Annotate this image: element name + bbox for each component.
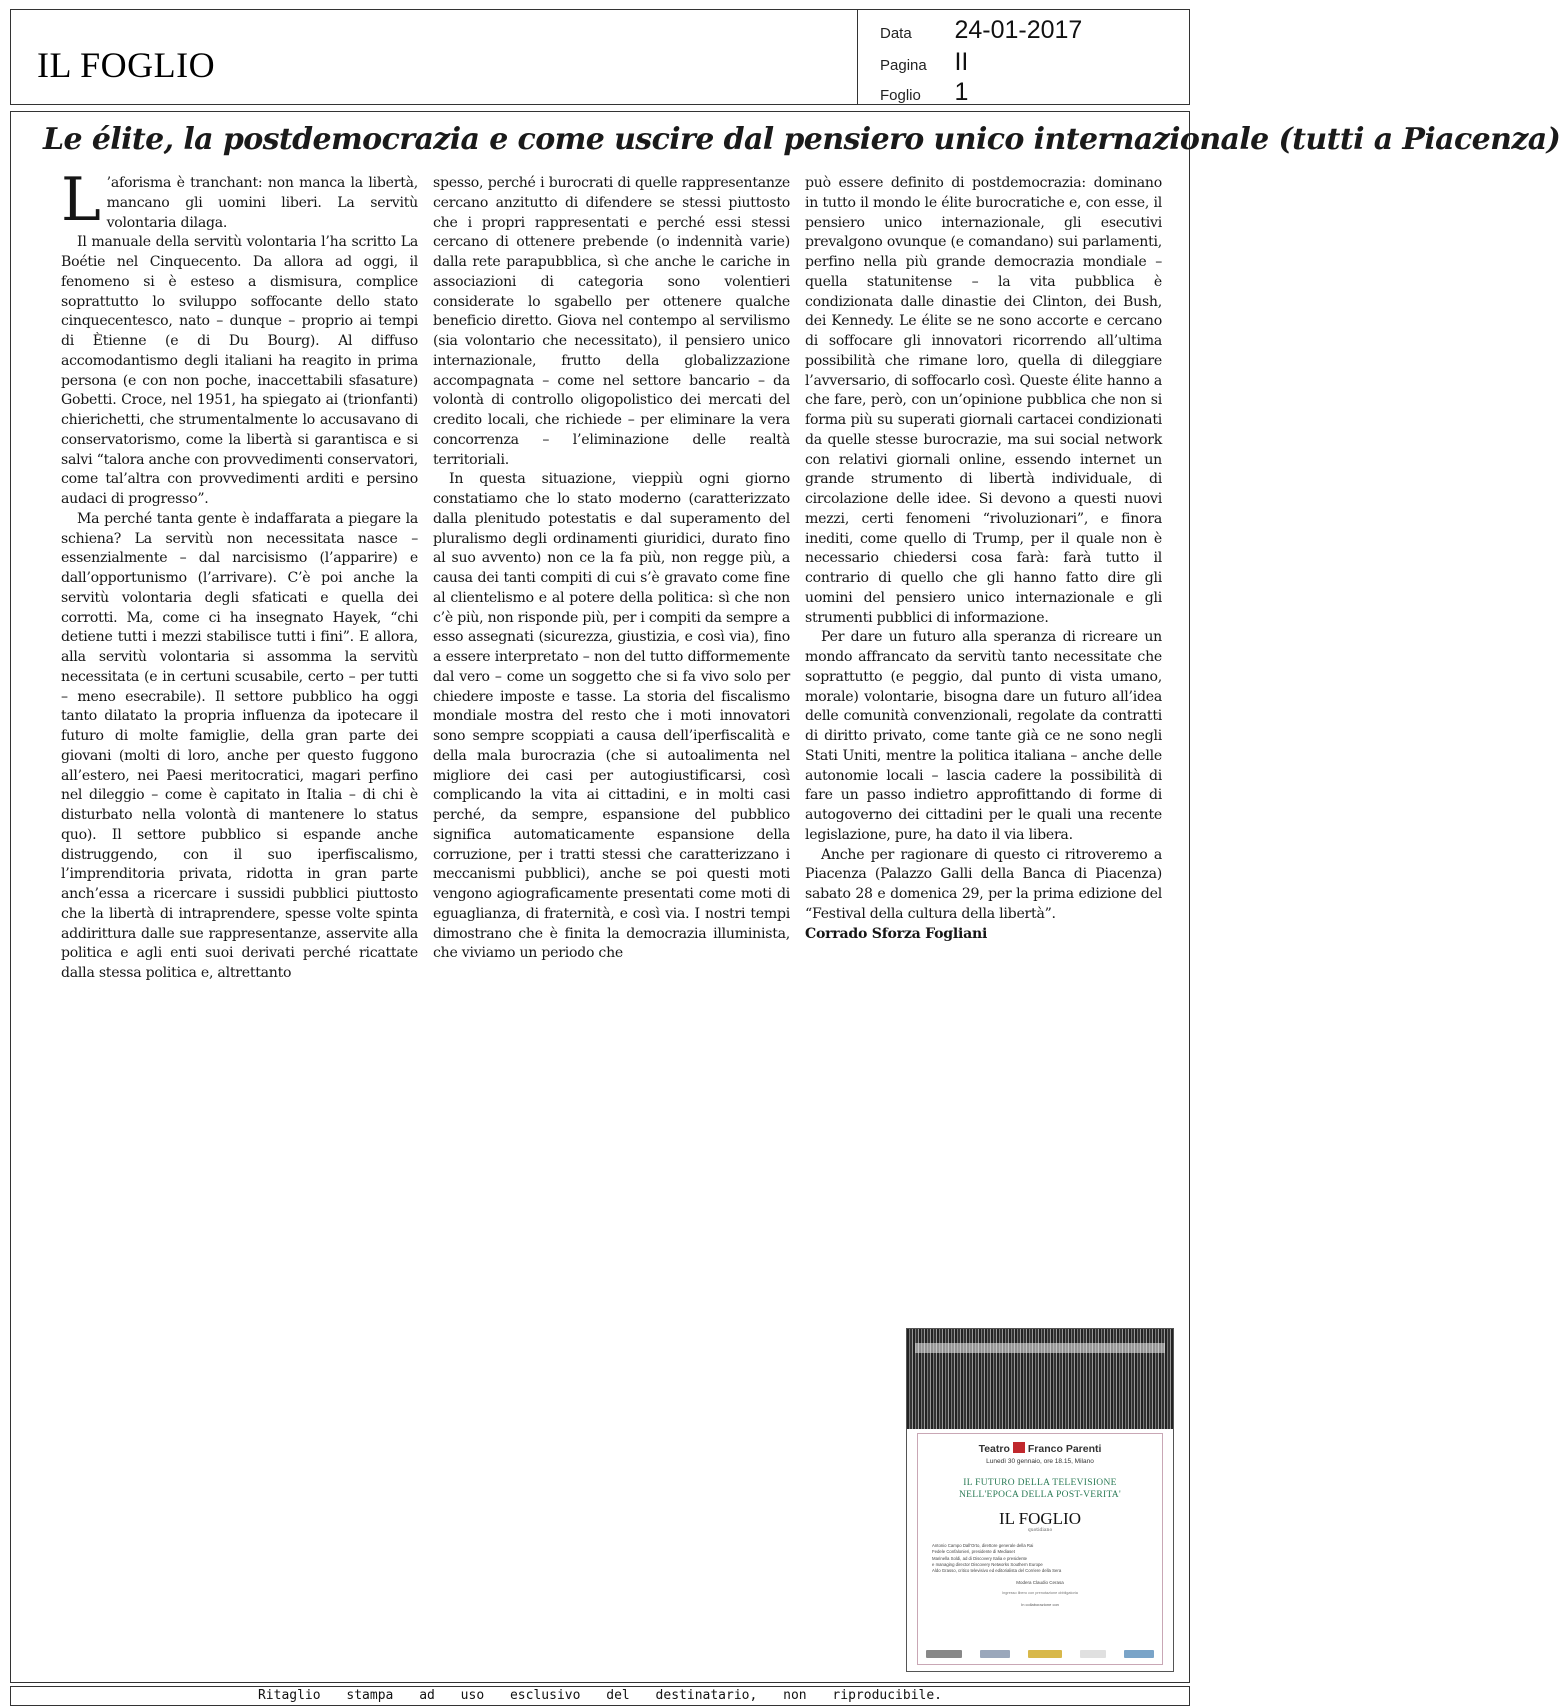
event-title: IL FUTURO DELLA TELEVISIONE NELL'EPOCA DELLA POST-VERITA' <box>959 1478 1121 1500</box>
article-paragraph: Il manuale della servitù volontaria l’ha scritto La Boétie nel Cinquecento. Da allora ad oggi, il fenomeno si è esteso a dismisura, complice soprattutto lo sviluppo soffocante dello stato cinquecentesco, nato – dunque – proprio ai tempi di Ètienne (e di Du Bourg). Al diffuso accomodantismo degli italiani ha reagito in prima persona (e con non poche, inaccettabili sfasature) Gobetti. Croce, nel 1951, ha spiegato ai (trionfanti) chierichetti, che strumentalmente lo accusavano di conservatorismo, come la libertà si garantisca e si salvi “talora anche con provvedimenti conservatori, come tal’altra con provvedimenti arditi e persino audaci di progresso”. <box>61 234 418 507</box>
sponsor-logo-icon <box>1028 1650 1062 1658</box>
sponsor-logo-icon <box>1080 1650 1106 1658</box>
meta-page-row <box>880 48 968 77</box>
article-paragraph: Ma perché tanta gente è indaffarata a piegare la schiena? La servitù non necessitata nasce – essenzialmente – dal narcisismo (l’apparire) e dall’opportunismo (l’arrivare). C’è poi anche la servitù volontaria degli sfaticati e quella dei corrotti. Ma, come ci ha insegnato Hayek, “chi detiene tutti i mezzi stabilisce tutti i fini”. E allora, alla servitù volontaria si assomma la servitù necessitata (e in certuni scusabile, certo – per tutti – meno esecrabile). Il settore pubblico ha oggi tanto dilatato la propria influenza da ipotecare il futuro di molte famiglie, della gran parte dei giovani (molti di loro, anche per questo fuggono all’estero, nei Paesi meritocratici, magari perfino nel dileggio – come è capitato in Italia – di chi è disturbato nella volontà di mantenere lo status quo). Il settore pubblico si espande anche distruggendo, con il suo iperfiscalismo, l’imprenditoria privata, ridotta in gran parte anch’essa a ricercare i sussidi pubblici piuttosto che la libertà di intraprendere, spesse volte spinta addirittura dalle sue rappresentanze, asservite alla politica e agli enti suoi derivati perché ricattate dalla stessa politica e, altrettanto <box>61 510 418 981</box>
event-moderator: Modera Claudio Cerasa <box>1016 1580 1064 1586</box>
event-note: Ingresso libero con prenotazione obbligatoria <box>1002 1591 1078 1596</box>
sponsor-logos <box>926 1650 1154 1658</box>
event-collab: In collaborazione con <box>1021 1602 1059 1608</box>
meta-page-value: II <box>954 48 969 76</box>
meta-page-label: Pagina <box>880 57 927 74</box>
article-paragraph: può essere definito di postdemocrazia: dominano in tutto il mondo le élite burocratiche e, con esse, il pensiero unico internazionale, gli esecutivi prevalgono ovunque (e comandano) sui parlamenti, perfino nella più grande democrazia mondiale – quella statunitense – la vita pubblica è condizionata dalle dinastie dei Clinton, dei Bush, dei Kennedy. Le élite se ne sono accorte e cercano di soffocare gli innovatori ricorrendo all’ultima possibilità che rimane loro, quella di dileggiare l’avversario, di soffocarlo così. Queste élite hanno a che fare, però, con un’opinione pubblica che non si forma più su superati giornali cartacei condizionati da quelle stesse burocrazie, ma sui social network con relativi giornali online, essendo internet un grande strumento di libertà individuale, di circolazione delle idee. Si devono a questi nuovi mezzi, certi fenomeni “rivoluzionari”, e finora inediti, come quello di Trump, per il quale non è necessario chiedersi cosa farà: farà tutto il contrario di quello che gli hanno fatto dire gli uomini del pensiero unico internazionale e gli strumenti pubblici di informazione. <box>805 175 1162 626</box>
speaker-line: e managing director Discovery Networks Southern Europe <box>932 1561 1043 1567</box>
meta-date-label: Data <box>880 25 912 42</box>
theatre-logo-icon <box>1013 1442 1025 1453</box>
event-brand-sub: quotidiano <box>1027 1528 1053 1533</box>
event-ad <box>917 1433 1163 1665</box>
article-column-1 <box>61 165 418 984</box>
article-headline: Le élite, la postdemocrazia e come uscire dal pensiero unico internazionale (tutti a Piacenza) <box>43 122 1560 157</box>
article-paragraph: Anche per ragionare di questo ci ritroveremo a Piacenza (Palazzo Galli della Banca di Piacenza) sabato 28 e domenica 29, per la prima edizione del “Festival della cultura della libertà”. <box>805 846 1162 922</box>
article-column-3 <box>805 174 1162 944</box>
meta-date-row <box>880 16 1082 45</box>
speaker-line: Aldo Grasso, critico televisivo ed editorialista del Corriere della Sera <box>932 1568 1062 1574</box>
clipping-disclaimer: Ritaglio stampa ad uso esclusivo del destinatario, non riproducibile. <box>10 1686 1190 1706</box>
author-signature: Corrado Sforza Fogliani <box>805 925 988 942</box>
masthead: IL FOGLIO <box>37 45 216 85</box>
article-paragraph: spesso, perché i burocrati di quelle rappresentanze cercano anzitutto di difendere se stessi piuttosto che i propri rappresentati e perché essi stessi cercano di ottenere prebende (o indennità varie) dalla rete parapubblica, sì che anche le cariche in associazioni di categoria sono volentieri considerate lo sgabello per ottenere qualche beneficio diretto. Giova nel contempo al servilismo (sia volontario che necessitato), il pensiero unico internazionale, frutto della globalizzazione accompagnata – come nel settore bancario – da volontà di controllo oligopolistico dei mercati del credito locali, che richiede – per eliminare la vera concorrenza – l’eliminazione delle realtà territoriali. <box>433 175 790 468</box>
clipping-header <box>10 9 1190 105</box>
article-paragraph: Per dare un futuro alla speranza di ricreare un mondo affrancato da servitù tanto necessitate che soprattutto (e peggio, dal punto di vista umano, morale) volontarie, bisogna dare un futuro all’idea delle comunità convenzionali, regolate da contratti di diritto privato, come tante già ce ne sono negli Stati Uniti, mentre la politica italiana – anche delle autonomie locali – lascia cadere la possibilità di fare un passo indietro approfittando di forme di autogoverno dei cittadini per le quali una recente legislazione, pure, ha dato il via libera. <box>805 629 1162 843</box>
clipping-meta <box>857 10 1190 104</box>
theatre-logo: Teatro Franco Parenti <box>978 1443 1102 1455</box>
sponsor-logo-icon <box>1124 1650 1154 1658</box>
event-date: Lunedì 30 gennaio, ore 18.15, Milano <box>986 1458 1094 1465</box>
page-thumbnail-ad <box>906 1328 1174 1672</box>
event-speakers <box>932 1543 1148 1574</box>
event-brand: IL FOGLIO <box>999 1509 1081 1528</box>
speaker-line: Antonio Campo Dall'Orto, direttore generale della Rai <box>932 1543 1034 1548</box>
thumbnail-headline-strip <box>915 1343 1165 1353</box>
drop-cap: L <box>61 165 101 235</box>
article-paragraph: In questa situazione, vieppiù ogni giorno constatiamo che lo stato moderno (caratterizzato dalla plenitudo potestatis e dal superamento del pluralismo degli ordinamenti giuridici, durato fino al suo avvento) non ce la fa più, non regge più, a causa dei tanti compiti di cui s’è gravato come fine al clientelismo e al potere della politica: sì che non c’è più, non risponde più, per i compiti da sempre a esso assegnati (sicurezza, giustizia, e così via), fino a essere interpretato – non del tutto difformemente dal vero – come un soggetto che si fa vivo solo per chiedere imposte e tasse. La storia del fiscalismo mondiale mostra del resto che i moti innovatori sono sempre scoppiati a causa dell’iperfiscalità e della mala burocrazia (che si autoalimenta nel migliore dei casi per autogiustificarsi, così complicando la vita ai cittadini, e in molti casi perché, da sempre, espansione del pubblico significa automaticamente espansione della corruzione, per i tratti stessi che caratterizzano i meccanismi pubblici), anche se poi questi moti vengono agiograficamente presentati come moti di eguaglianza, di fraternità, e così via. I nostri tempi dimostrano che è finita la democrazia illuminista, che viviamo un periodo che <box>433 471 790 962</box>
meta-sheet-value: 1 <box>954 78 969 106</box>
article-column-2 <box>433 174 790 964</box>
meta-date-value: 24-01-2017 <box>954 16 1083 44</box>
meta-sheet-label: Foglio <box>880 87 921 104</box>
thumbnail-article-preview <box>907 1329 1173 1429</box>
meta-sheet-row <box>880 78 968 107</box>
sponsor-logo-icon <box>926 1650 962 1658</box>
sponsor-logo-icon <box>980 1650 1010 1658</box>
speaker-line: Marinella Soldi, ad di Discovery Italia e presidente <box>932 1555 1028 1561</box>
speaker-line: Fedele Confalonieri, presidente di Mediaset <box>932 1549 1015 1555</box>
article-paragraph: L ’aforisma è tranchant: non manca la libertà, mancano gli uomini liberi. La servitù volontaria dilaga. <box>61 165 418 235</box>
